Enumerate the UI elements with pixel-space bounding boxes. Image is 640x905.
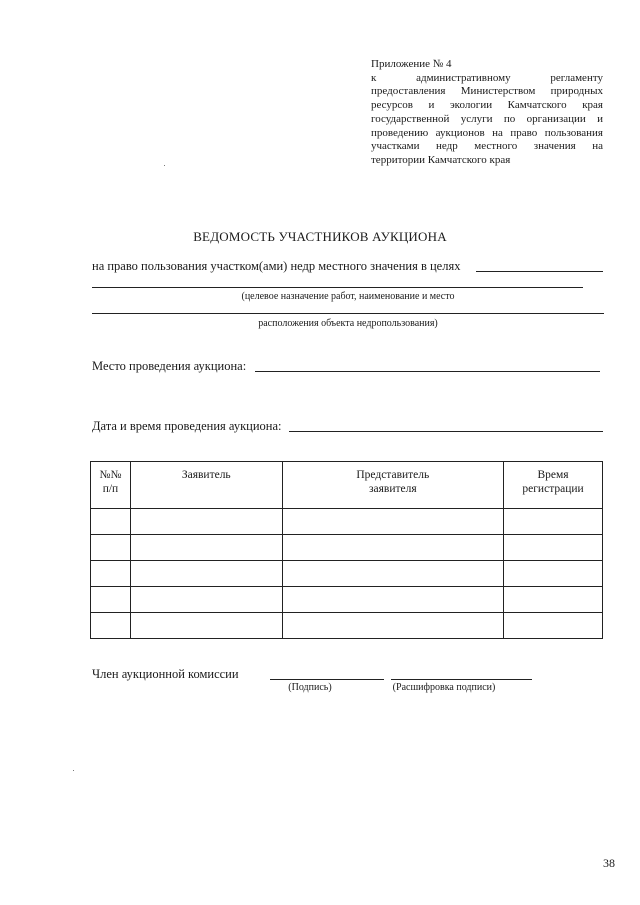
appendix-number: Приложение № 4: [371, 58, 452, 70]
table-cell[interactable]: [282, 613, 504, 639]
header-registration-time: Время регистрации: [504, 462, 603, 509]
table-cell[interactable]: [130, 535, 282, 561]
table-cell[interactable]: [504, 561, 603, 587]
signature-caption: (Подпись): [288, 682, 332, 693]
table-cell[interactable]: [91, 561, 131, 587]
table-row: [91, 535, 603, 561]
datetime-blank[interactable]: [289, 431, 603, 432]
header-number: №№ п/п: [91, 462, 131, 509]
table-cell[interactable]: [130, 613, 282, 639]
purpose-caption-2: расположения объекта недропользования): [258, 318, 438, 329]
appendix-line: участками недр местного значения на: [371, 140, 603, 153]
signature-blank[interactable]: [270, 679, 384, 680]
table-cell[interactable]: [504, 613, 603, 639]
participants-table: [90, 461, 603, 639]
appendix-line: ресурсов и экологии Камчатского края: [371, 99, 603, 112]
appendix-line: территории Камчатского края: [371, 153, 511, 166]
table-row: [91, 587, 603, 613]
table-cell[interactable]: [282, 587, 504, 613]
document-title: ВЕДОМОСТЬ УЧАСТНИКОВ АУКЦИОНА: [193, 229, 447, 244]
table-cell[interactable]: [130, 509, 282, 535]
signature-decode-blank[interactable]: [391, 679, 532, 680]
appendix-line: государственной услуги по организации и: [371, 112, 603, 125]
signature-label: Член аукционной комиссии: [92, 667, 239, 681]
table-header-row: [91, 462, 603, 509]
table-cell[interactable]: [91, 509, 131, 535]
venue-label: Место проведения аукциона:: [92, 359, 247, 373]
table-cell[interactable]: [91, 587, 131, 613]
table-cell[interactable]: [282, 535, 504, 561]
header-applicant: Заявитель: [130, 462, 282, 509]
datetime-label: Дата и время проведения аукциона:: [92, 419, 282, 433]
scan-speck: [164, 165, 165, 166]
appendix-line: предоставления Министерством природных: [371, 85, 603, 98]
table-row: [91, 509, 603, 535]
table-cell[interactable]: [130, 561, 282, 587]
table-cell[interactable]: [130, 587, 282, 613]
appendix-note: [371, 58, 603, 168]
table-cell[interactable]: [504, 509, 603, 535]
signature-decode-caption: (Расшифровка подписи): [392, 682, 496, 693]
purpose-blank-line-2[interactable]: [92, 287, 583, 288]
appendix-line: к административному регламенту: [371, 71, 603, 84]
table-cell[interactable]: [504, 587, 603, 613]
table-row: [91, 561, 603, 587]
table-cell[interactable]: [282, 561, 504, 587]
appendix-line: проведению аукционов на право пользования: [371, 126, 603, 139]
purpose-caption-1: (целевое назначение работ, наименование и место: [241, 291, 455, 302]
header-representative: Представитель заявителя: [282, 462, 504, 509]
table-cell[interactable]: [504, 535, 603, 561]
table-cell[interactable]: [91, 613, 131, 639]
venue-blank[interactable]: [255, 371, 600, 372]
purpose-label: на право пользования участком(ами) недр местного значения в целях: [92, 259, 461, 273]
table-cell[interactable]: [282, 509, 504, 535]
table-row: [91, 613, 603, 639]
scan-speck: [73, 770, 74, 771]
purpose-blank[interactable]: [476, 271, 603, 272]
table-cell[interactable]: [91, 535, 131, 561]
purpose-blank-line-3[interactable]: [92, 313, 604, 314]
page-number: 38: [603, 856, 615, 870]
